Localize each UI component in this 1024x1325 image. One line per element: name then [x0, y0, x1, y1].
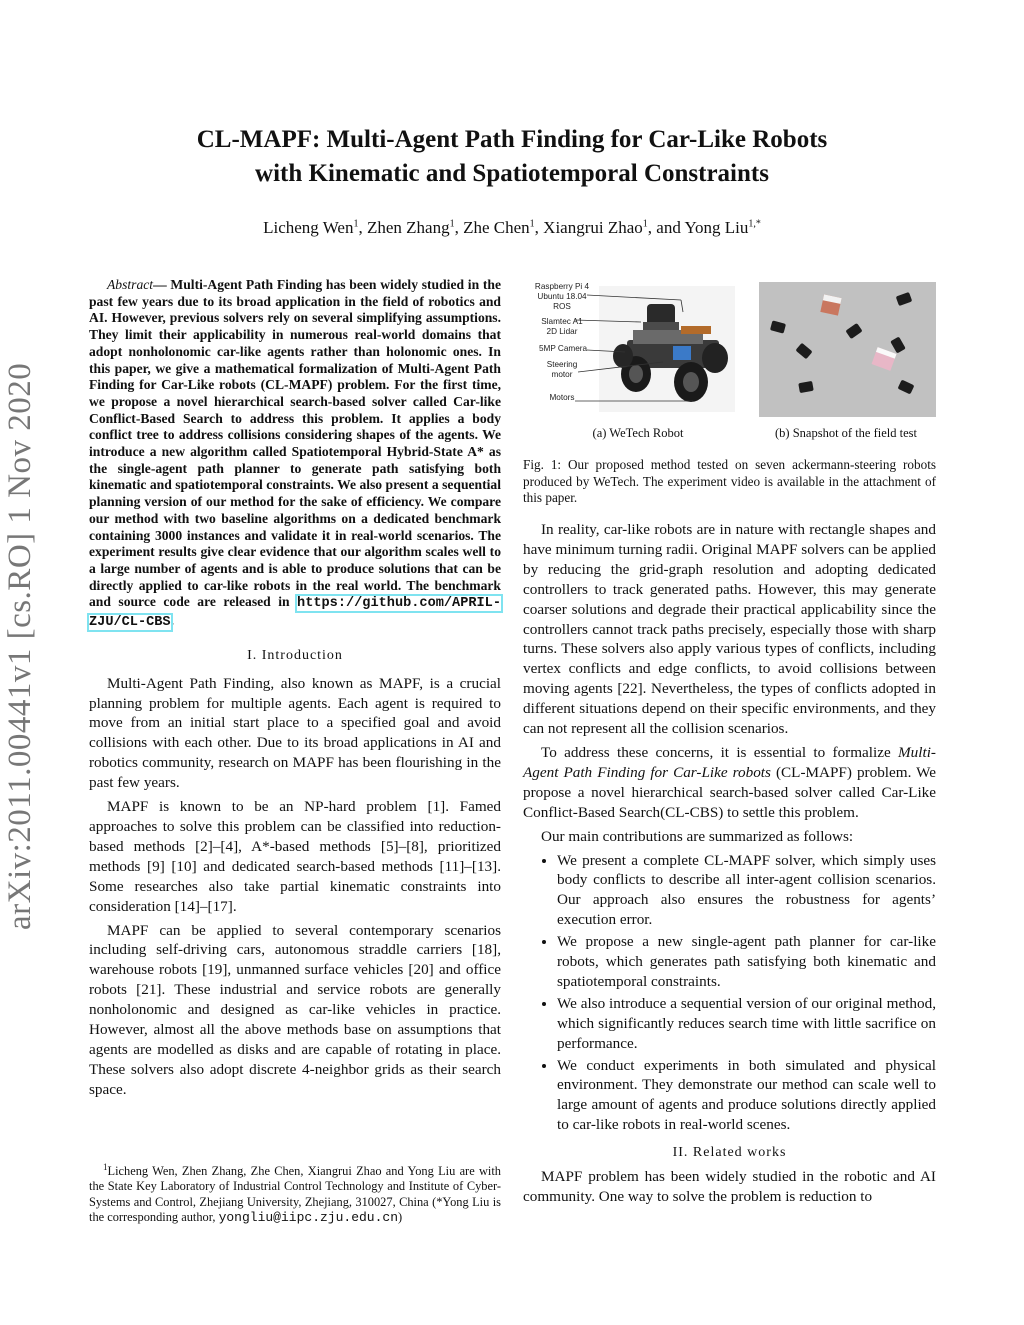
- subcaption-a: (a) WeTech Robot: [592, 426, 684, 440]
- author-affil: 1: [529, 218, 535, 230]
- label-steering: Steering: [546, 360, 578, 369]
- title-line-1: CL-MAPF: Multi-Agent Path Finding for Car-Like Robots: [196, 126, 828, 153]
- author-name: Yong Liu: [684, 218, 749, 237]
- body-paragraph: In reality, car-like robots are in nature with rectangle shapes and have minimum turning radii. Original MAPF solvers can be applied by reducing the grid-graph resolution and adopting dedicated controllers to track generated paths. However, this may generate coarser solutions and degrade their practical applicability since the controllers cannot track paths precisely, especially those with sharp turns. These solvers also apply various types of conflicts, including vertex conflicts and edge conflicts, to avoid collisions between moving agents [22]. Nevertheless, the types of conflicts adopted in different situations depend on their specific environments, and they can not represent all the collision scenarios.: [523, 521, 936, 738]
- abstract-label: Abstract: [107, 277, 154, 292]
- author-affil: 1,*: [748, 218, 761, 230]
- contribution-list: [523, 851, 936, 1136]
- label-lidar: 2D Lidar: [546, 327, 578, 336]
- label-ubuntu: Ubuntu 18.04: [537, 292, 587, 301]
- field-test-photo: [759, 282, 936, 417]
- title-line-2: with Kinematic and Spatiotemporal Constraints: [255, 160, 769, 187]
- figure-caption: Fig. 1: Our proposed method tested on seven ackermann-steering robots produced by WeTech. The experiment video is available in the attachment of this paper.: [523, 457, 936, 505]
- left-column: [89, 277, 501, 1104]
- author-name: Licheng Wen: [263, 218, 354, 237]
- author-conjunction: and: [656, 218, 681, 237]
- author-affil: 1: [353, 218, 359, 230]
- label-slamtec: Slamtec A1: [541, 317, 583, 326]
- abstract: [89, 277, 501, 632]
- author-name: Zhe Chen: [463, 218, 530, 237]
- intro-paragraph: Multi-Agent Path Finding, also known as MAPF, is a crucial planning problem for multiple agents. Each agent is required to move from an initial start place to a specified goal and avoid collisions with each other. Due to its broad applications in AI and robotics community, research on MAPF has been flourishing in the past few years.: [89, 674, 501, 792]
- label-camera: 5MP Camera: [538, 344, 588, 353]
- body-text: To address these concerns, it is essential to formalize: [541, 743, 899, 761]
- contribution-item: • We propose a new single-agent path planner for car-like robots, which generates path satisfying both kinematic and spatiotemporal constraints.: [557, 932, 936, 992]
- contribution-item: • We also introduce a sequential version of our original method, which significantly reduces search time with little sacrifice on performance.: [557, 994, 936, 1054]
- footnote-email[interactable]: yongliu@iipc.zju.edu.cn: [218, 1209, 399, 1225]
- author-name: Zhen Zhang: [366, 218, 450, 237]
- subcaption-b: (b) Snapshot of the field test: [775, 426, 917, 440]
- body-paragraph: Our main contributions are summarized as follows:: [541, 827, 854, 845]
- author-affil: 1: [642, 218, 648, 230]
- abstract-text: — Multi-Agent Path Finding has been widely studied in the past few years due to its broad application in the field of robotics and AI. However, previous solvers rely on several simplifying assumptions. They limit their applicability in numerous real-world domains that adopt nonholonomic car-like agents rather than holonomic ones. In this paper, we give a mathematical formalization of Multi-Agent Path Finding for Car-Like robots (CL-MAPF) problem. For the first time, we propose a novel hierarchical search-based solver called Car-like Conflict-Based Search to address this problem. It applies a body conflict tree to address collisions considering shapes of the agents. We introduce a new algorithm called Spatiotemporal Hybrid-State A* as the single-agent path planner to generate path satisfying both kinematic and spatiotemporal constraints. We also present a sequential planning version of our method for the sake of efficiency. We compare our method with two baseline algorithms on a dedicated benchmark containing 3000 instances and validate it in real-world scenarios. The experiment results give clear evidence that our algorithm scales well to a large number of agents and is able to produce solutions that can be directly applied to car-like robots in the real world. The benchmark and source code are released in: [89, 277, 501, 610]
- body-emphasis: Multi-Agent Path Finding for Car-Like robots: [523, 743, 936, 781]
- section-heading-related-works: II. Related works: [672, 1145, 787, 1161]
- author-affil: 1: [449, 218, 455, 230]
- contribution-item: • We conduct experiments in both simulated and physical environment. They demonstrate our method can scale well to large amount of agents and produce solutions directly applied to car-like robots in real-world scenes.: [557, 1056, 936, 1136]
- author-name: Xiangrui Zhao: [543, 218, 643, 237]
- body-paragraph: MAPF problem has been widely studied in the robotic and AI community. One way to solve the problem is reduction to: [523, 1168, 936, 1205]
- right-column: [523, 520, 936, 1211]
- author-list: Licheng Wen$^1$, Zhen Zhang$^1$, Zhe Chen$^1$, Xiangrui Zhao$^1$, and Yong Liu$^{1,*}$: [263, 218, 761, 237]
- label-motors: Motors: [549, 393, 575, 402]
- abstract-end: .: [170, 613, 174, 629]
- github-link[interactable]: https://github.com/APRIL-ZJU/CL-CBS: [89, 596, 501, 631]
- contribution-item: • We present a complete CL-MAPF solver, which simply uses body conflicts to describe all inter-agent collision scenarios. Our approach also ensures the robustness for agents’ execution error.: [557, 851, 936, 931]
- footnote-text: Licheng Wen, Zhen Zhang, Zhe Chen, Xiangrui Zhao and Yong Liu are with the State Key Laboratory of Industrial Control Technology and Institute of Cyber-Systems and Control, Zhejiang University, Zhejiang, 310027, China (*Yong Liu is the corresponding author,: [89, 1164, 501, 1224]
- section-heading-introduction: I. Introduction: [247, 647, 343, 663]
- label-ros: ROS: [553, 302, 571, 311]
- body-paragraph: [523, 743, 936, 823]
- footnote: [89, 1160, 501, 1225]
- paper-title: [120, 123, 904, 191]
- arxiv-stamp: arXiv:2011.00441v1 [cs.RO] 1 Nov 2020: [2, 362, 38, 930]
- label-raspberry-pi: Raspberry Pi 4: [534, 282, 590, 291]
- body-text: (CL-MAPF) problem. We propose a novel hierarchical search-based solver called Car-Like Conflict-Based Search(CL-CBS) to settle this problem.: [523, 763, 936, 821]
- label-motor: motor: [551, 370, 573, 379]
- footnote-end: ): [398, 1209, 403, 1224]
- intro-paragraph: MAPF is known to be an NP-hard problem [1]. Famed approaches to solve this problem can be classified into reduction-based methods [2]–[4], A*-based methods [5]–[8], prioritized methods [9] [10] and dedicated search-based methods [11]–[13]. Some researches also take partial kinematic constraints into consideration [14]–[17].: [89, 798, 501, 915]
- footnote-mark: 1: [103, 1162, 108, 1172]
- intro-paragraph: MAPF can be applied to several contemporary scenarios including self-driving cars, autonomous straddle carriers [18], warehouse robots [19], unmanned surface vehicles [20] and office robots [21]. These industrial and service robots are generally nonholonomic and designed as car-like vehicles in practice. However, almost all the above methods base on assumptions that agents are modelled as disks and are capable of rotating in place. These solvers also adopt discrete 4-neighbor grids as their search space.: [89, 921, 501, 1098]
